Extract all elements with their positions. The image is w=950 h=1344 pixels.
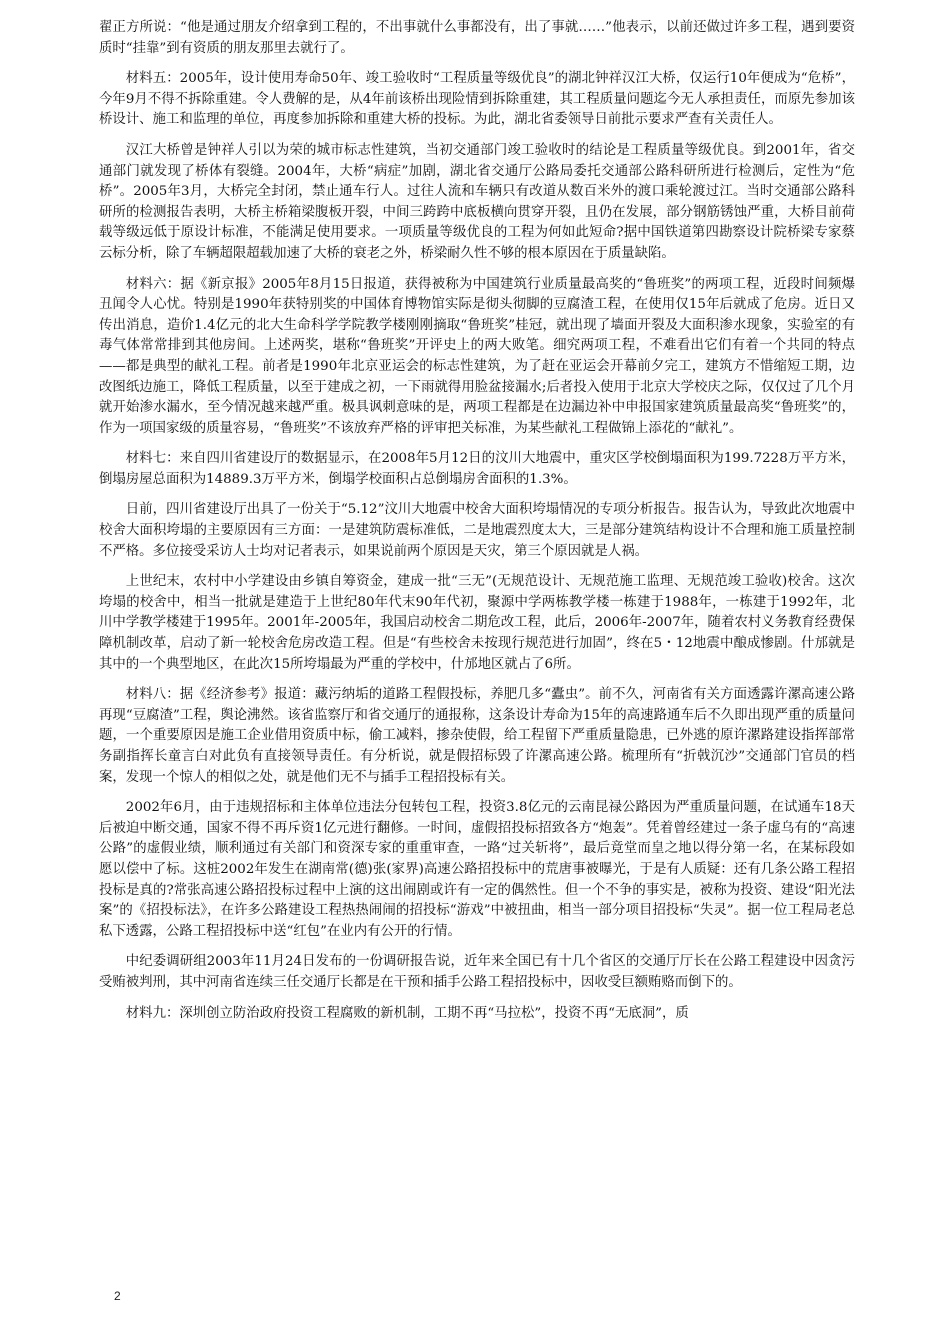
document-body [99,18,855,1034]
page-number: 2 [114,1289,121,1303]
paragraph-9: 2002年6月，由于违规招标和主体单位违法分包转包工程，投资3.8亿元的云南昆禄公路因为严重质量问题，在试通车18天后被迫中断交通，国家不得不再斥资1亿元进行翻修。一时间，虚假招投标招致各方“炮轰”。凭着曾经建过一条子虚乌有的“高速公路”的虚假业绩，顺利通过有关部门和资深专家的重重审查，一路“过关斩将”，最后竟堂而皇之地以得分第一名，在某标段如愿以偿中了标。这桩2002年发生在湖南常(德)张(家界)高速公路招投标中的荒唐事被曝光，于是有人质疑：还有几条公路工程招投标是真的?常张高速公路招投标过程中上演的这出闹剧或许有一定的偶然性。但一个不争的事实是，被称为投资、建设“阳光法案”的《招投标法》，在许多公路建设工程热热闹闹的招投标“游戏”中被扭曲，相当一部分项目招投标“失灵”。据一位工程局老总私下透露，公路工程招投标中送“红包”在业内有公开的行情。 [99,800,855,939]
paragraph-8: 材料八：据《经济参考》报道：藏污纳垢的道路工程假投标，养肥几多“蠹虫”。前不久，河南省有关方面透露许漯高速公路再现“豆腐渣”工程，舆论沸然。该省监察厅和省交通厅的通报称，这条设计寿命为15年的高速路通车后不久即出现严重的质量问题，一个重要原因是施工企业借用资质中标，偷工减料，掺杂使假，给工程留下严重质量隐患，已外逃的原许漯路建设指挥部常务副指挥长童言白对此负有直接领导责任。有分析说，就是假招标毁了许漯高速公路。梳理所有“折戟沉沙”交通部门官员的档案，发现一个惊人的相似之处，就是他们无不与插手工程招投标有关。 [99,687,855,785]
paragraph-11: 材料九：深圳创立防治政府投资工程腐败的新机制，工期不再“马拉松”，投资不再“无底洞”，质 [125,1005,689,1021]
paragraph-7: 上世纪末，农村中小学建设由乡镇自筹资金，建成一批“三无”(无规范设计、无规范施工监理、无规范竣工验收)校舍。这次垮塌的校舍中，相当一批就是建造于上世纪80年代末90年代初，聚源中学两栋教学楼一栋建于1988年，一栋建于1992年，北川中学教学楼建于1995年。2001年-2005年，我国启动校舍二期危改工程，此后，2006年-2007年，随着农村义务教育经费保障机制改革，启动了新一轮校舍危房改造工程。但是“有些校舍未按现行规范进行加固”，终在5・12地震中酿成惨剧。什邡就是其中的一个典型地区，在此次15所垮塌最为严重的学校中，什邡地区就占了6所。 [99,574,855,672]
paragraph-1: 翟正方所说：“他是通过朋友介绍拿到工程的，不出事就什么事都没有，出了事就……”他表示，以前还做过许多工程，遇到要资质时“挂靠”到有资质的朋友那里去就行了。 [99,20,855,56]
paragraph-2: 材料五：2005年，设计使用寿命50年、竣工验收时“工程质量等级优良”的湖北钟祥汉江大桥，仅运行10年便成为“危桥”，今年9月不得不拆除重建。令人费解的是，从4年前该桥出现险情到拆除重建，其工程质量问题迄今无人承担责任，而原先参加该桥设计、施工和监理的单位，再度参加拆除和重建大桥的投标。为此，湖北省委领导日前批示要求严查有关责任人。 [99,71,855,128]
paragraph-3: 汉江大桥曾是钟祥人引以为荣的城市标志性建筑，当初交通部门竣工验收时的结论是工程质量等级优良。到2001年，省交通部门就发现了桥体有裂缝。2004年，大桥“病症”加剧，湖北省交通厅公路局委托交通部公路科研所进行检测后，定性为“危桥”。2005年3月，大桥完全封闭，禁止通车行人。过往人流和车辆只有改道从数百米外的渡口乘轮渡过江。当时交通部公路科研所的检测报告表明，大桥主桥箱梁腹板开裂，中间三跨跨中底板横向贯穿开裂，且仍在发展，部分钢筋锈蚀严重，大桥目前荷载等级远低于原设计标准，不能满足使用要求。一项质量等级优良的工程为何如此短命?据中国铁道第四勘察设计院桥梁专家蔡云标分析，除了车辆超限超载加速了大桥的衰老之外，桥梁耐久性不够的根本原因在于质量缺陷。 [99,142,855,261]
paragraph-5: 材料七：来自四川省建设厅的数据显示，在2008年5月12日的汶川大地震中，重灾区学校倒塌面积为199.7228万平方米，倒塌房屋总面积为14889.3万平方米，倒塌学校面积占总倒塌房舍面积的1.3%。 [99,451,855,487]
paragraph-10: 中纪委调研组2003年11月24日发布的一份调研报告说，近年来全国已有十几个省区的交通厅厅长在公路工程建设中因贪污受贿被判刑，其中河南省连续三任交通厅长都是在干预和插手公路工程招投标中，因收受巨额贿赂而倒下的。 [99,954,855,990]
paragraph-6: 日前，四川省建设厅出具了一份关于“5.12”汶川大地震中校舍大面积垮塌情况的专项分析报告。报告认为，导致此次地震中校舍大面积垮塌的主要原因有三方面：一是建筑防震标准低，二是地震烈度太大，三是部分建筑结构设计不合理和施工质量控制不严格。多位接受采访人士均对记者表示，如果说前两个原因是天灾，第三个原因就是人祸。 [99,502,855,559]
paragraph-4: 材料六：据《新京报》2005年8月15日报道，获得被称为中国建筑行业质量最高奖的“鲁班奖”的两项工程，近段时间频爆丑闻令人心忧。特别是1990年获特别奖的中国体育博物馆实际是彻头彻脚的豆腐渣工程，在使用仅15年后就成了危房。近日又传出消息，造价1.4亿元的北大生命科学学院教学楼刚刚摘取“鲁班奖”桂冠，就出现了墙面开裂及大面积渗水现象，实验室的有毒气体常常排到其他房间。上述两奖，堪称“鲁班奖”开评史上的两大败笔。细究两项工程，不难看出它们有着一个共同的特点——都是典型的献礼工程。前者是1990年北京亚运会的标志性建筑，为了赶在亚运会开幕前夕完工，建筑方不惜缩短工期，边改图纸边施工，降低工程质量，以至于建成之初，一下雨就得用脸盆接漏水;后者投入使用于北京大学校庆之际，仅仅过了几个月就开始渗水漏水，至今情况越来越严重。极具讽刺意味的是，两项工程都是在边漏边补中申报国家建筑质量最高奖“鲁班奖”的，作为一项国家级的质量容易，“鲁班奖”不该放弃严格的评审把关标准，为某些献礼工程做锦上添花的“献礼”。 [99,276,855,436]
